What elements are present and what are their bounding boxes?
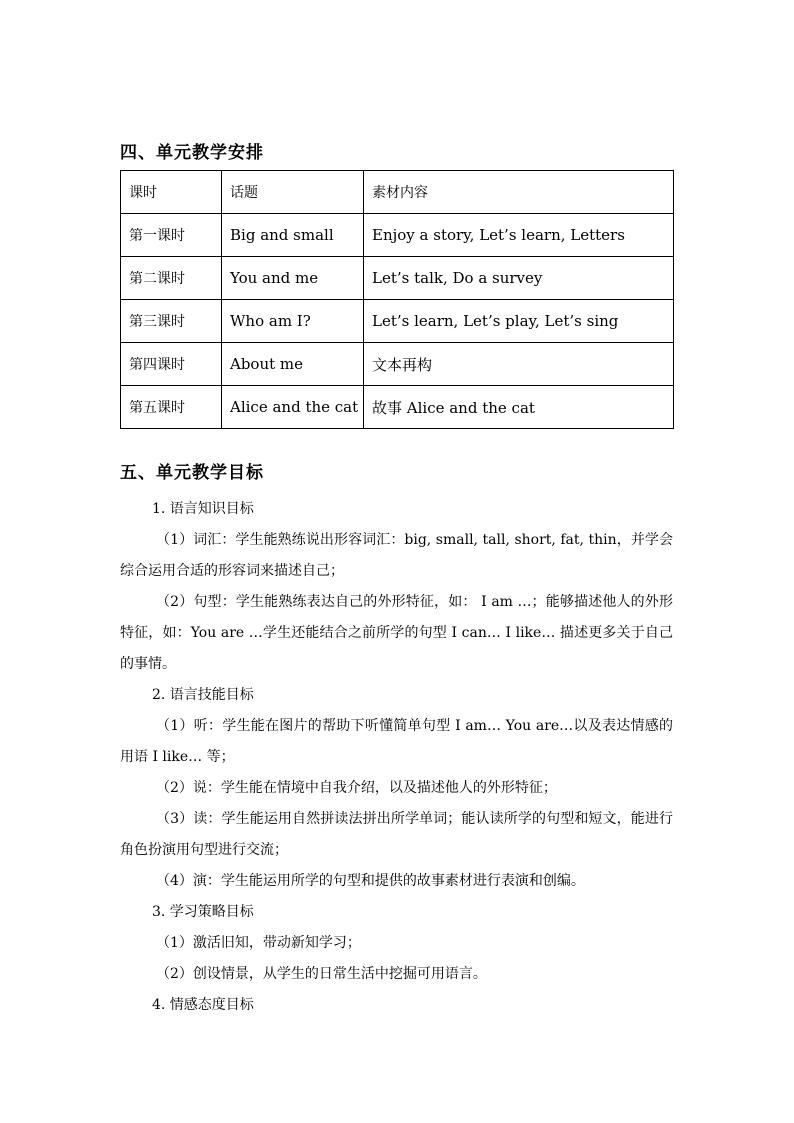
table-cell: Big and small xyxy=(222,214,364,257)
table-cell: 故事 Alice and the cat xyxy=(364,386,674,429)
goal-paragraph: （3）读：学生能运用自然拼读法拼出所学单词；能认读所学的句型和短文，能进行角色扮演用句型进行交流； xyxy=(120,811,673,858)
table-header-row xyxy=(121,171,674,214)
table-cell: 第五课时 xyxy=(121,386,222,429)
table-header-cell: 话题 xyxy=(222,171,364,214)
section-title-goals: 五、单元教学目标 xyxy=(120,463,264,483)
table-row xyxy=(121,257,674,300)
table-cell: You and me xyxy=(222,257,364,300)
table-cell: 第一课时 xyxy=(121,214,222,257)
goals-body xyxy=(120,494,673,1021)
goal-paragraph: （2）说：学生能在情境中自我介绍，以及描述他人的外形特征； xyxy=(156,780,557,796)
table-row xyxy=(121,214,674,257)
table-cell: 第三课时 xyxy=(121,300,222,343)
goal-paragraph: （2）句型：学生能熟练表达自己的外形特征，如： I am …；能够描述他人的外形特征，如：You are …学生还能结合之前所学的句型 I can… I like… 描述更多关于自己的事情。 xyxy=(120,594,673,672)
goal-paragraph: （2）创设情景，从学生的日常生活中挖掘可用语言。 xyxy=(156,966,487,982)
table-row xyxy=(121,300,674,343)
table-cell: 第四课时 xyxy=(121,343,222,386)
schedule-table xyxy=(120,170,674,429)
goal-heading: 2. 语言技能目标 xyxy=(152,687,254,703)
table-cell: 文本再构 xyxy=(364,343,674,386)
goal-paragraph: （1）听：学生能在图片的帮助下听懂简单句型 I am… You are…以及表达情感的用语 I like… 等； xyxy=(120,718,673,765)
goal-heading: 3. 学习策略目标 xyxy=(152,904,254,920)
table-cell: 第二课时 xyxy=(121,257,222,300)
goal-paragraph: （4）演：学生能运用所学的句型和提供的故事素材进行表演和创编。 xyxy=(156,873,585,889)
goal-paragraph: （1）词汇：学生能熟练说出形容词汇：big, small, tall, short, fat, thin，并学会综合运用合适的形容词来描述自己； xyxy=(120,532,673,579)
table-row xyxy=(121,343,674,386)
table-header-cell: 素材内容 xyxy=(364,171,674,214)
table-header-cell: 课时 xyxy=(121,171,222,214)
goal-paragraph: （1）激活旧知，带动新知学习； xyxy=(156,935,361,951)
table-cell: Let’s talk, Do a survey xyxy=(364,257,674,300)
table-cell: About me xyxy=(222,343,364,386)
table-cell: Let’s learn, Let’s play, Let’s sing xyxy=(364,300,674,343)
table-cell: Who am I? xyxy=(222,300,364,343)
goal-heading: 1. 语言知识目标 xyxy=(152,501,254,517)
table-cell: Alice and the cat xyxy=(222,386,364,429)
table-row xyxy=(121,386,674,429)
section-title-schedule: 四、单元教学安排 xyxy=(120,143,264,163)
goal-heading: 4. 情感态度目标 xyxy=(152,997,254,1013)
table-cell: Enjoy a story, Let’s learn, Letters xyxy=(364,214,674,257)
